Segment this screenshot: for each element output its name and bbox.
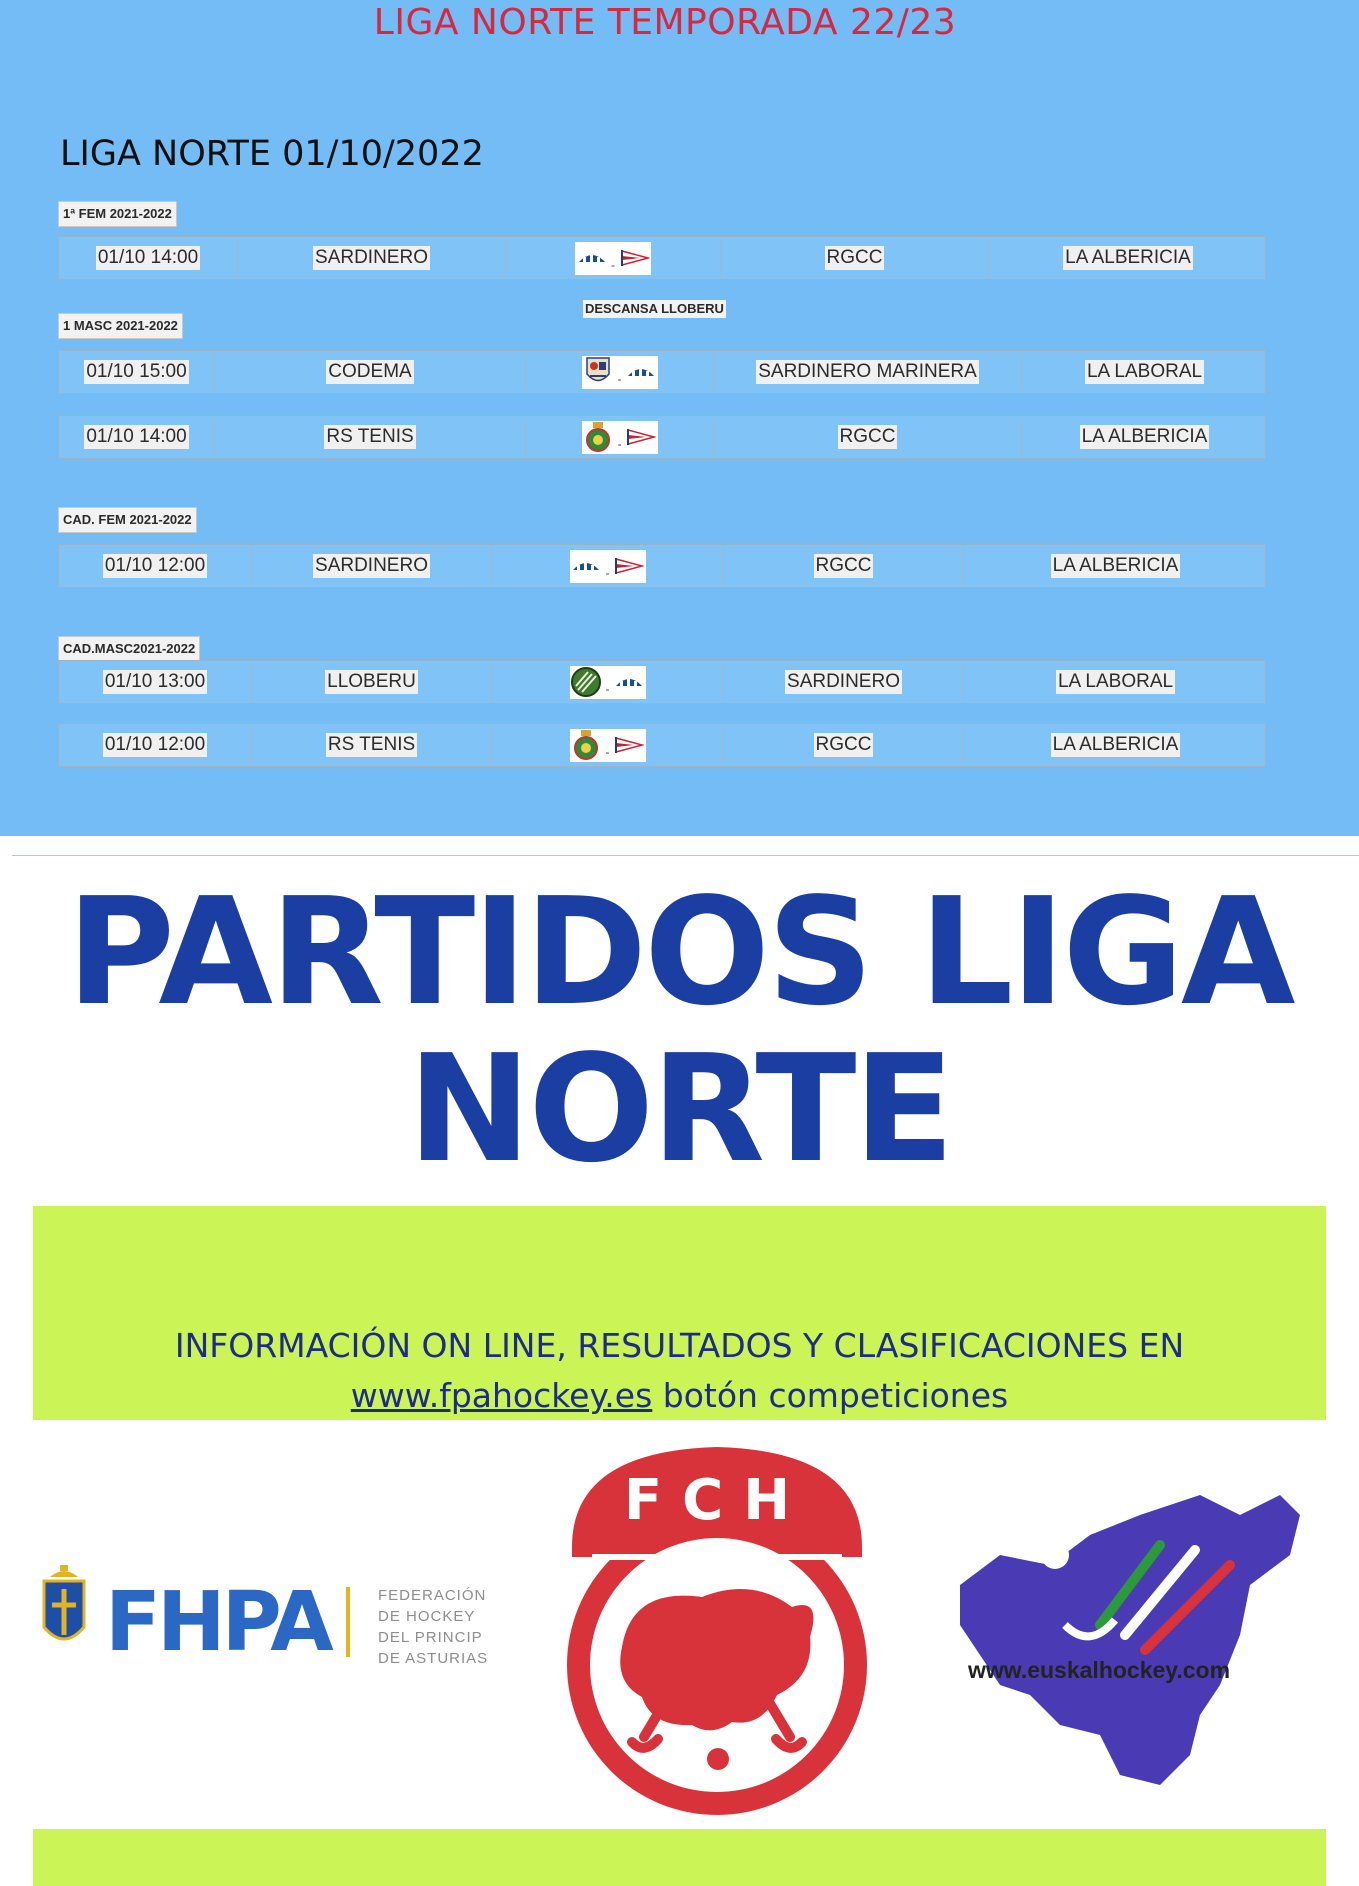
match-time: 01/10 14:00 (97, 247, 199, 268)
match-time: 01/10 15:00 (86, 361, 187, 382)
fhpa-text-line: DEL PRINCIP (378, 1629, 483, 1646)
vs-separator: - (615, 356, 625, 389)
euskalhockey-logo (940, 1455, 1320, 1795)
venue: LA LABORAL (1086, 361, 1203, 382)
fch-initials: FCH (623, 1468, 811, 1533)
match-time: 01/10 14:00 (86, 426, 187, 447)
venue: LA LABORAL (1057, 671, 1174, 692)
info-text: INFORMACIÓN ON LINE, RESULTADOS Y CLASIFICACIONES EN (174, 1326, 1185, 1365)
date-title: LIGA NORTE 01/10/2022 (60, 134, 484, 174)
home-team: RS TENIS (327, 734, 416, 755)
away-team: SARDINERO MARINERA (758, 361, 977, 382)
rest-note: DESCANSA LLOBERU (585, 301, 724, 316)
section-divider (12, 855, 1359, 856)
home-team: RS TENIS (326, 426, 414, 447)
vs-separator: - (603, 550, 613, 583)
season-title: LIGA NORTE TEMPORADA 22/23 (373, 2, 957, 43)
bottom-green-bar (33, 1829, 1326, 1886)
match-row (58, 415, 1266, 459)
home-team: LLOBERU (327, 671, 416, 692)
away-team: SARDINERO (787, 671, 900, 692)
venue: LA ALBERICIA (1052, 555, 1179, 576)
rgcc-pennant-icon (613, 550, 646, 583)
banner-title-line2: NORTE (407, 1023, 952, 1195)
venue: LA ALBERICIA (1081, 426, 1208, 447)
fhpa-initials: FHPA (105, 1575, 330, 1670)
sardinero-badge-icon (625, 356, 658, 389)
match-row (58, 723, 1266, 767)
codema-badge-icon (582, 356, 615, 389)
info-text-line2 (33, 1376, 1326, 1415)
info-box (33, 1206, 1326, 1420)
euskalhockey-url: www.euskalhockey.com (968, 1657, 1231, 1683)
category-label: 1ª FEM 2021-2022 (58, 201, 177, 227)
match-row (58, 236, 1266, 280)
fch-logo (552, 1437, 882, 1825)
home-team: SARDINERO (315, 555, 428, 576)
venue: LA ALBERICIA (1065, 247, 1191, 268)
match-time: 01/10 13:00 (104, 671, 206, 692)
rgcc-pennant-icon (625, 421, 658, 454)
banner-title-line1: PARTIDOS LIGA (66, 866, 1293, 1038)
away-team: RGCC (815, 555, 872, 576)
match-row (58, 544, 1266, 588)
schedule-panel (0, 0, 1359, 836)
website-link[interactable]: www.fpahockey.es (350, 1376, 653, 1415)
venue: LA ALBERICIA (1052, 734, 1179, 755)
fhpa-text-line: DE ASTURIAS (378, 1650, 489, 1667)
away-team: RGCC (815, 734, 872, 755)
away-team: RGCC (826, 247, 883, 268)
rgcc-pennant-icon (613, 729, 646, 762)
home-team: SARDINERO (315, 247, 428, 268)
category-label: 1 MASC 2021-2022 (58, 313, 183, 339)
vs-separator: - (603, 729, 613, 762)
match-time: 01/10 12:00 (104, 555, 206, 576)
rs-tenis-badge-icon (570, 729, 603, 762)
match-row (58, 350, 1266, 394)
info-suffix: botón competiciones (652, 1376, 1009, 1415)
sardinero-badge-icon (613, 666, 646, 699)
fhpa-text-line: FEDERACIÓN (378, 1587, 487, 1604)
fhpa-text-line: DE HOCKEY (378, 1608, 476, 1625)
sardinero-badge-icon (570, 550, 603, 583)
fhpa-full-name (378, 1585, 488, 1669)
category-label: CAD. FEM 2021-2022 (58, 507, 197, 533)
home-team: CODEMA (328, 361, 412, 382)
rs-tenis-badge-icon (582, 421, 615, 454)
sardinero-badge-icon (575, 242, 608, 275)
asturias-crest-icon (44, 1565, 84, 1639)
match-time: 01/10 12:00 (104, 734, 206, 755)
vs-separator: - (615, 421, 625, 454)
rgcc-pennant-icon (618, 242, 651, 275)
match-row (58, 660, 1266, 704)
lloberu-badge-icon (570, 666, 603, 699)
vs-separator: - (603, 666, 613, 699)
away-team: RGCC (839, 426, 896, 447)
category-label: CAD.MASC2021-2022 (58, 636, 200, 662)
vs-separator: - (608, 242, 618, 275)
